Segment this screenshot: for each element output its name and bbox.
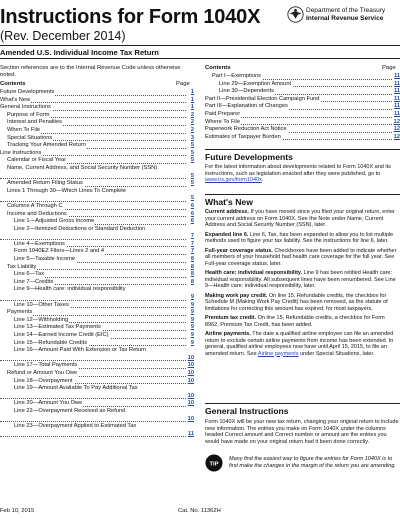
toc-entry-label: Line 1—Adjusted Gross Income [0, 218, 95, 226]
whats-new-item-text: Line 9 has been retitled Health care: individual responsibility. All subsequent lines have been renumbered. See Line 9—Health care: individual responsibility, later. [205, 270, 396, 289]
toc-page-link[interactable]: 11 [393, 95, 400, 102]
toc-entry-label: Line 7—Credits [0, 279, 54, 287]
whats-new-item-text: On line 15, Refundable credits, the checkbox for Schedule M (Making Work Pay Credit) has been removed, as the statute of limitations for correcting this amount has expired, for most taxpayers. [205, 292, 388, 312]
toc-entry[interactable] [0, 385, 194, 400]
toc-page-link[interactable]: 8 [190, 256, 194, 263]
whats-new-item-title: Full-year coverage status. [205, 247, 273, 254]
toc-leader-dots [0, 398, 186, 399]
toc-entry[interactable] [205, 134, 400, 142]
toc-entry-label: Calendar or Fiscal Year [0, 157, 67, 165]
contents-page-heading-continued: Page [382, 65, 396, 71]
whats-new-item-text: The date a qualified airline employee can file an amended return to exclude certain airline payments from income has been extended. In general, qualified airline employees now have until April 15, 2015, to file an amended return. See [205, 331, 394, 357]
toc-page-link[interactable]: 12 [393, 133, 400, 140]
toc-entry-label: Line 5—Taxable Income [0, 256, 76, 264]
toc-leader-dots [0, 178, 186, 179]
whats-new-item [205, 293, 400, 313]
toc-entry[interactable] [0, 142, 194, 150]
toc-page-link[interactable]: 10 [187, 400, 194, 407]
toc-entry[interactable] [0, 271, 194, 279]
toc-entry-label: Refund or Amount You Owe [0, 370, 78, 378]
toc-page-link[interactable]: 8 [190, 263, 194, 270]
toc-page-link[interactable]: 9 [190, 316, 194, 323]
whats-new-heading: What's New [205, 197, 253, 207]
revision-date: (Rev. December 2014) [0, 29, 126, 43]
toc-entry[interactable] [0, 400, 194, 408]
toc-entry[interactable] [0, 408, 194, 423]
contents-heading: Contents [0, 81, 26, 87]
toc-entry-label: When To File [0, 127, 41, 135]
toc-entry-label: Line Instructions [0, 149, 42, 156]
toc-entry-label: Line 20—Amount You Owe [0, 400, 83, 408]
header-rule [0, 45, 400, 46]
future-rule [205, 149, 400, 150]
page-title: Instructions for Form 1040X [0, 6, 261, 28]
toc-page-link[interactable]: 11 [393, 110, 400, 117]
department-block [306, 7, 400, 23]
toc-entry[interactable] [205, 126, 400, 134]
toc-entry-label: Interest and Penalties [0, 119, 63, 127]
toc-entry-label: Line 29—Exemption Amount [205, 81, 292, 89]
toc-entry[interactable] [0, 89, 194, 97]
toc-page-link[interactable]: 9 [190, 332, 194, 338]
toc-entry[interactable] [205, 73, 400, 81]
toc-entry-label: Columns A Through C [0, 203, 64, 211]
toc-entry[interactable] [205, 88, 400, 96]
toc-page-link[interactable]: 1 [190, 89, 194, 95]
toc-page-link[interactable]: 10 [187, 369, 194, 376]
whats-new-item-title: Expanded line 6. [205, 231, 249, 238]
toc-entry-label: Purpose of Form [0, 112, 50, 120]
footer-catalog-number: Cat. No. 11362H [178, 508, 221, 514]
agency-name: Internal Revenue Service [306, 15, 384, 22]
toc-entry[interactable] [205, 111, 400, 119]
toc-page-link[interactable]: 12 [393, 126, 400, 133]
toc-page-link[interactable]: 10 [187, 392, 194, 399]
toc-entry[interactable] [205, 96, 400, 104]
table-of-contents-continued [205, 73, 400, 141]
toc-entry[interactable] [0, 180, 194, 188]
toc-page-link[interactable]: 7 [190, 240, 194, 247]
toc-entry-label: Line 4—Exemptions [0, 241, 66, 249]
toc-page-link[interactable]: 7 [190, 248, 194, 255]
whats-new-item [205, 248, 400, 268]
toc-entry-label: Form 1040EZ Filers—Lines 2 and 4 [0, 248, 105, 256]
whats-new-item-title: Airline payments. [205, 331, 251, 337]
toc-entry-label: Lines 1 Through 30—Which Lines To Complete [0, 188, 164, 196]
toc-entry-label: Line 30—Dependents [205, 88, 275, 96]
toc-page-link[interactable]: 5 [190, 180, 194, 187]
toc-entry[interactable] [0, 362, 194, 370]
whats-new-item-text: On line 15, Refundable credits, a checkbox for Form 8962, Premium Tax Credit, has been added. [205, 315, 385, 328]
toc-entry-label: Line 14—Earned Income Credit (EIC) [0, 332, 110, 340]
toc-page-link[interactable]: 6 [190, 218, 194, 225]
whats-new-item-title: Making work pay credit. [205, 292, 268, 299]
whats-new-item [205, 331, 400, 357]
toc-entry[interactable] [0, 302, 194, 310]
whats-new-rule [205, 194, 400, 195]
toc-page-link[interactable]: 11 [393, 88, 400, 95]
future-developments-text [205, 164, 400, 184]
toc-entry[interactable] [0, 135, 194, 143]
toc-entry-label: Line 16—Amount Paid With Extension or Tax Return [0, 347, 164, 355]
table-of-contents [0, 89, 194, 438]
tip-text: Many find the easiest way to figure the entries for Form 1040X is to first make the changes in the margin of the return you are amending. [229, 456, 396, 469]
toc-entry-label: Paperwork Reduction Act Notice [205, 126, 287, 133]
toc-leader-dots [0, 300, 186, 301]
whats-new-item [205, 270, 400, 290]
future-text: For the latest information about developments related to Form 1040X and its instructions, such as legislation enacted after they were published, go to [205, 164, 391, 177]
toc-entry-label: Line 10—Other Taxes [0, 302, 70, 310]
whats-new-item-text-end: under Special Situations, later. [298, 350, 375, 357]
toc-entry-label: Part I—Exemptions [205, 73, 262, 81]
toc-entry-label: Line 9—Health care: individual responsibility [0, 286, 164, 294]
future-text-end: . [261, 177, 264, 183]
toc-entry-label: Line 23—Overpayment Applied to Estimated Tax [0, 423, 164, 431]
toc-page-link[interactable]: 6 [190, 210, 194, 217]
footer-date: Feb 10, 2015 [0, 508, 35, 514]
toc-page-link[interactable]: 10 [187, 354, 194, 361]
toc-page-link[interactable]: 11 [187, 430, 194, 437]
toc-page-link[interactable]: 8 [190, 271, 194, 278]
section-reference-note: Section references are to the Internal Revenue Code unless otherwise noted. [0, 65, 181, 79]
toc-entry-label: General Instructions [0, 104, 51, 111]
toc-leader-dots [0, 239, 186, 240]
contents-heading-continued: Contents [205, 65, 231, 71]
toc-entry-label: Line 6—Tax [0, 271, 45, 279]
toc-page-link[interactable]: 2 [190, 119, 194, 126]
form-subtitle: Amended U.S. Individual Income Tax Return [0, 48, 159, 57]
toc-entry-label: Line 22—Overpayment Received as Refund [0, 408, 164, 416]
toc-entry[interactable] [0, 347, 194, 362]
toc-entry[interactable] [205, 119, 400, 127]
toc-entry[interactable] [0, 378, 194, 386]
toc-entry-label: Line 19—Amount Available To Pay Additional Tax [0, 385, 164, 393]
toc-page-link[interactable]: 3 [190, 134, 194, 141]
toc-page-link[interactable]: 5 [190, 142, 194, 149]
toc-leader-dots [0, 360, 186, 361]
toc-page-link[interactable]: 5 [190, 172, 194, 179]
toc-page-link[interactable]: 9 [190, 294, 194, 301]
toc-page-link[interactable]: 10 [187, 362, 194, 369]
toc-entry-label: Special Situations [0, 135, 53, 143]
toc-page-link[interactable]: 9 [190, 324, 194, 331]
toc-page-link[interactable]: 11 [393, 80, 400, 87]
toc-entry-label: Payments [0, 309, 33, 317]
whats-new-item-title: Premium tax credit. [205, 315, 257, 321]
toc-page-link[interactable]: 11 [393, 73, 400, 79]
toc-entry[interactable] [0, 264, 194, 272]
toc-entry-label: Line 18—Overpayment [0, 378, 74, 386]
toc-entry-label: Amended Return Filing Status [0, 180, 84, 188]
tip-icon [205, 454, 223, 472]
toc-entry-label: Line 17—Total Payments [0, 362, 78, 370]
toc-entry[interactable] [0, 248, 194, 256]
toc-page-link[interactable]: 2 [190, 126, 194, 133]
toc-entry-label: Line 12—Withholding [0, 317, 69, 325]
treasury-eagle-icon [287, 6, 304, 23]
toc-entry[interactable] [205, 81, 400, 89]
whats-new-item [205, 209, 400, 229]
toc-entry-label: Income and Deductions [0, 211, 68, 219]
toc-entry[interactable] [0, 279, 194, 287]
whats-new-item-title: Current address. [205, 209, 250, 215]
toc-page-link[interactable]: 9 [190, 301, 194, 308]
toc-entry[interactable] [0, 150, 194, 158]
toc-entry-label: Paid Preparer [205, 110, 241, 117]
toc-entry-label: What's New [0, 96, 31, 103]
toc-page-link[interactable]: 7 [190, 233, 194, 240]
whats-new-item [205, 315, 400, 328]
whats-new-item-text: Checkboxes have been added to indicate whether all members of your household had health care coverage for the full year. See Full-year coverage status, later. [205, 247, 397, 267]
toc-page-link[interactable]: 5 [190, 195, 194, 202]
department-name: Department of the Treasury [306, 7, 386, 14]
toc-entry[interactable] [0, 127, 194, 135]
toc-page-link[interactable]: 9 [190, 309, 194, 316]
toc-entry-label: Part III—Explanation of Changes [205, 103, 288, 110]
toc-entry[interactable] [0, 286, 194, 301]
toc-page-link[interactable]: 12 [393, 118, 400, 125]
toc-entry[interactable] [0, 256, 194, 264]
toc-entry[interactable] [0, 309, 194, 317]
toc-leader-dots [0, 421, 186, 422]
toc-page-link[interactable]: 5 [190, 149, 194, 156]
toc-page-link[interactable]: 10 [187, 377, 194, 384]
toc-entry[interactable] [0, 324, 194, 332]
toc-page-link[interactable]: 1 [190, 104, 194, 111]
whats-new-item-text: If you have moved since you filed your original return, enter your current address on Form 1040X. See the Note under Name, Current Address and Social Security Number (SSN), later. [205, 209, 395, 228]
toc-entry[interactable] [0, 203, 194, 211]
toc-entry[interactable] [0, 370, 194, 378]
toc-entry[interactable] [0, 211, 194, 219]
tip-icon-label: TIP [209, 461, 219, 468]
irs-form-link[interactable]: www.irs.gov/form1040x [205, 177, 262, 183]
toc-entry[interactable] [0, 157, 194, 165]
toc-entry-label: Tracking Your Amended Return [0, 142, 87, 150]
toc-entry-label: Part II—Presidential Election Campaign Fund [205, 95, 320, 102]
toc-page-link[interactable]: 8 [190, 278, 194, 285]
toc-entry[interactable] [0, 423, 194, 438]
subtitle-rule [0, 58, 400, 59]
toc-page-link[interactable]: 1 [190, 96, 194, 103]
toc-entry-label: Where To File [205, 118, 240, 125]
toc-entry-label: Line 15—Refundable Credits [0, 340, 88, 348]
toc-entry-label: Name, Current Address, and Social Security Number (SSN) [0, 165, 164, 173]
airline-payments-link[interactable]: Airline payments [257, 350, 299, 357]
toc-page-link[interactable]: 11 [393, 103, 400, 110]
general-instructions-text: Form 1040X will be your new tax return, changing your original return to include new information. The entries you make on Form 1040X under the columns headed Correct amount and Correct number or amount are the entries you would have made on your original return had it been done correctly. [205, 419, 399, 445]
toc-entry[interactable] [0, 241, 194, 249]
toc-entry[interactable] [0, 188, 194, 203]
whats-new-item-title: Health care: individual responsibility. [205, 270, 303, 276]
toc-entry[interactable] [0, 165, 194, 180]
general-instructions-heading: General Instructions [205, 406, 289, 416]
future-developments-heading: Future Developments [205, 152, 293, 162]
toc-entry[interactable] [0, 97, 194, 105]
toc-entry[interactable] [0, 340, 194, 348]
toc-entry-label: Line 2—Itemized Deductions or Standard Deduction [0, 226, 164, 234]
whats-new-list [205, 209, 400, 360]
toc-entry[interactable] [0, 104, 194, 112]
whats-new-item [205, 232, 400, 245]
toc-entry[interactable] [0, 332, 194, 340]
toc-entry[interactable] [0, 218, 194, 226]
contents-page-heading: Page [176, 81, 190, 87]
toc-entry[interactable] [205, 103, 400, 111]
toc-entry[interactable] [0, 317, 194, 325]
toc-entry[interactable] [0, 226, 194, 241]
toc-page-link[interactable]: 9 [190, 339, 194, 346]
toc-page-link[interactable]: 10 [187, 415, 194, 422]
toc-leader-dots [0, 436, 186, 437]
toc-entry-label: Estimates of Taxpayer Burden [205, 133, 281, 140]
toc-page-link[interactable]: 6 [190, 202, 194, 209]
toc-entry-label: Future Developments [0, 89, 55, 95]
toc-entry-label: Line 13—Estimated Tax Payments [0, 324, 102, 332]
toc-entry[interactable] [0, 119, 194, 127]
toc-entry[interactable] [0, 112, 194, 120]
whats-new-item-text: Line 6, Tax, has been expanded to allow you to list multiple methods used to figure your tax liability. See the instructions for line 6, later. [205, 231, 394, 244]
toc-page-link[interactable]: 5 [190, 157, 194, 164]
toc-page-link[interactable]: 2 [190, 111, 194, 118]
toc-leader-dots [0, 201, 186, 202]
general-rule [205, 403, 400, 404]
toc-entry-label: Tax Liability [0, 264, 37, 272]
